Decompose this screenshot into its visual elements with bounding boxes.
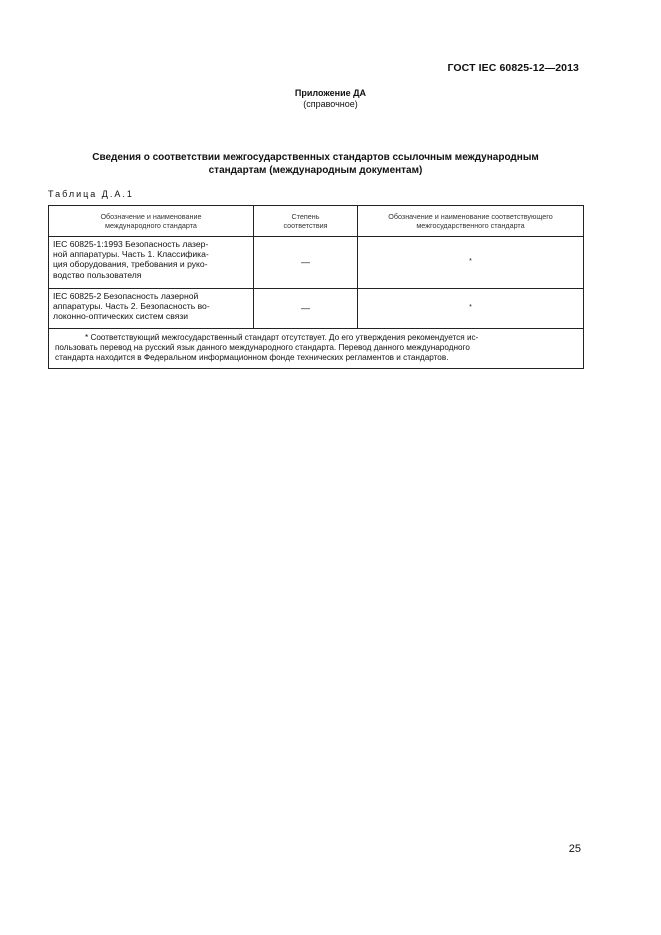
header-line: Степень [291,212,320,221]
cell-interstate-standard: * [358,289,584,329]
cell-line: ция оборудования, требования и руко- [53,259,208,270]
cell-line: аппаратуры. Часть 2. Безопасность во- [53,301,210,312]
header-interstate-standard [358,206,584,237]
standard-code: ГОСТ IEC 60825-12—2013 [447,62,579,74]
table-row [49,237,584,289]
appendix-title: Приложение ДА [294,88,367,98]
cell-international-standard [49,289,254,329]
appendix-header [0,88,661,110]
cell-line: ной аппаратуры. Часть 1. Классифика- [53,249,209,260]
section-heading [48,151,583,177]
appendix-subtitle: (справочное) [303,99,358,109]
footnote-line: пользовать перевод на русский язык данного международного стандарта. Перевод данного международного [55,343,470,353]
cell-degree: — [254,237,358,289]
section-heading-line: Сведения о соответствии межгосударственных стандартов ссылочным международным [92,152,539,163]
table-footnote [49,329,584,369]
cell-international-standard [49,237,254,289]
cell-line: IEC 60825-1:1993 Безопасность лазер- [53,239,209,249]
correspondence-table [48,205,584,369]
cell-line: локонно-оптических систем связи [53,311,189,322]
cell-line: водство пользователя [53,269,142,280]
table-row [49,289,584,329]
footnote-line: * Соответствующий межгосударственный стандарт отсутствует. До его утверждения рекомендуется ис- [85,333,479,342]
table-header-row [49,206,584,237]
section-heading-line: стандартам (международным документам) [208,165,423,176]
header-degree [254,206,358,237]
header-line: соответствия [283,221,328,230]
header-line: Обозначение и наименование [100,212,202,221]
cell-line: IEC 60825-2 Безопасность лазерной [53,291,199,301]
page-number: 25 [568,843,581,855]
table-label: Таблица Д.А.1 [48,189,134,199]
table-footnote-row [49,329,584,369]
header-international-standard [49,206,254,237]
cell-degree: — [254,289,358,329]
header-line: Обозначение и наименование соответствующего [388,212,553,221]
cell-interstate-standard: * [358,237,584,289]
header-line: международного стандарта [105,221,197,230]
footnote-line: стандарта находится в Федеральном информационном фонде технических регламентов и стандартов. [55,353,449,363]
header-line: межгосударственного стандарта [416,221,525,230]
